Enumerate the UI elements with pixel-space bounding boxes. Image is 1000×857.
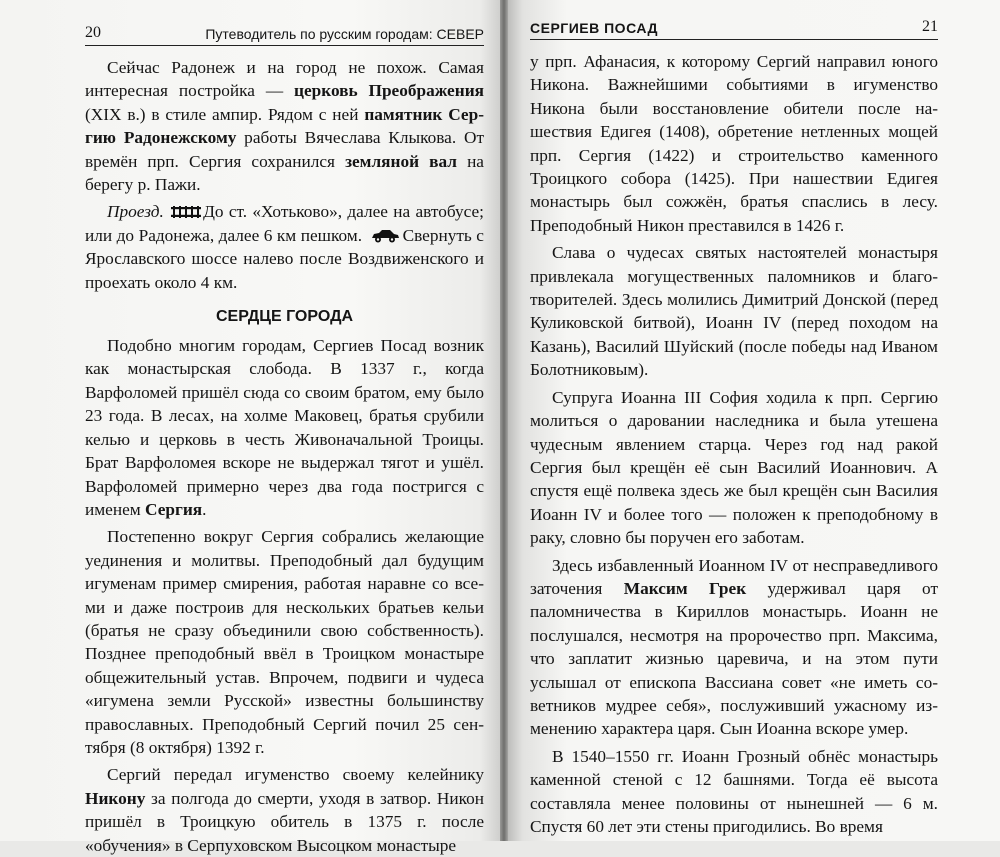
paragraph: Постепенно вокруг Сергия собрались желающие уединения и молитвы. Преподобный дал будущим игуменам пример смирения, работая наравне со всеми и даже построив для нескольких братьев кельи (братья не сразу объединили свою собственность). Позднее преподобный ввёл в Троицком монастыре общежительный устав. Впрочем, подвиги и чудеса «игумена земли Русской» известны большинству православных. Преподобный Сергий почил 25 сентября (8 октября) 1392 г. (85, 527, 484, 757)
paragraph: Слава о чудесах святых настоятелей монастыря привлекала могущественных паломников и благотворителей. Здесь молились Димитрий Донской (перед Куликовской битвой), Иоанн IV (перед походом на Казань), Василий Шуйский (после победы над Иваном Болотниковым). (530, 243, 938, 380)
paragraph: В 1540–1550 гг. Иоанн Грозный обнёс монастырь каменной стеной с 12 башнями. Тогда её высота составляла менее половины от нынешней — 6 м. Спустя 60 лет эти стены пригодились. Во время (530, 746, 938, 836)
left-running-title: Путеводитель по русским городам: СЕВЕР (205, 26, 484, 42)
travel-label: Проезд. (107, 202, 164, 222)
section-heading: СЕРДЦЕ ГОРОДА (215, 308, 354, 326)
right-running-head (530, 16, 938, 40)
left-page-text (85, 56, 484, 857)
paragraph: у прп. Афанасия, к которому Сергий направил юного Никона. Важнейшими событиями в игуменство Никона были восстановление обители после нашествия Едигея (1408), обретение нетленных мощей прп. Сергия (1422) и строительство каменного Троицкого собора (1425). При нашествии Едигея монастырь был сожжён, братья спаслись в лесу. Преподобный Никон преставился в 1426 г. (530, 52, 938, 235)
right-page-text (530, 50, 938, 838)
left-running-head (85, 22, 484, 46)
left-page-number: 20 (85, 24, 101, 41)
paragraph: Супруга Иоанна III София ходила к прп. Сергию молиться о даровании наследника и была утешена чудесным явлением старца. Через год над ракой Сергия был крещён её сын Василий Иоаннович. А спустя ещё полвека здесь же был крещён сын Василия Иоанн IV и более того — положен к преподобному в раку, словно бы поручен его заботам. (530, 387, 938, 548)
car-icon (370, 229, 400, 243)
paragraph: Здесь избавленный Иоанном IV от несправедливого заточения Максим Грек удерживал царя от паломничества в Кириллов монастырь. Иоанн не послушался, несмотря на пророчество прп. Максима, что заплатит жизнью царевича, и на этом пути услышал от епископа Вассиана совет «не иметь советников мудрее себя», послуживший ужасному изменению характера царя. Сын Иоанна вскоре умер. (530, 555, 939, 739)
book-gutter (500, 0, 508, 841)
paragraph: Подобно многим городам, Сергиев Посад возник как монастырская слобода. В 1337 г., когда Варфоломей пришёл сюда со своим братом, ему было 23 года. В лесах, на холме Маковец, братья срубили келью и церковь в честь Живоначальной Троицы. Брат Варфоломея вскоре не выдержал тягот и ушёл. Варфоломей примерно через два года постригся с именем Сергия. (85, 336, 484, 519)
right-page-number: 21 (922, 18, 938, 35)
right-page (508, 0, 1000, 841)
paragraph: Сейчас Радонеж и на город не похож. Самая интересная постройка — церковь Преображения (XIX в.) в стиле ампир. Рядом с ней памятник Сергию Радонежскому работы Вячеслава Клыкова. От времён прп. Сергия сохранился земляной вал на берегу р. Пажи. (85, 58, 484, 195)
right-running-title: СЕРГИЕВ ПОСАД (530, 20, 658, 36)
travel-directions: Проезд. До ст. «Хотьково», далее на автобусе; или до Радонежа, далее 6 км пешком. Свернуть с Ярославского шоссе налево после Воздвиженского и проехать около 4 км. (85, 202, 484, 292)
left-page (0, 0, 500, 855)
railway-icon (171, 206, 201, 218)
paragraph: Сергий передал игуменство своему келейнику Никону за полгода до смерти, уходя в затвор. Никон пришёл в Троицкую обитель в 1375 г. после «обучения» в Серпуховском Высоцком монастыре (85, 765, 484, 855)
